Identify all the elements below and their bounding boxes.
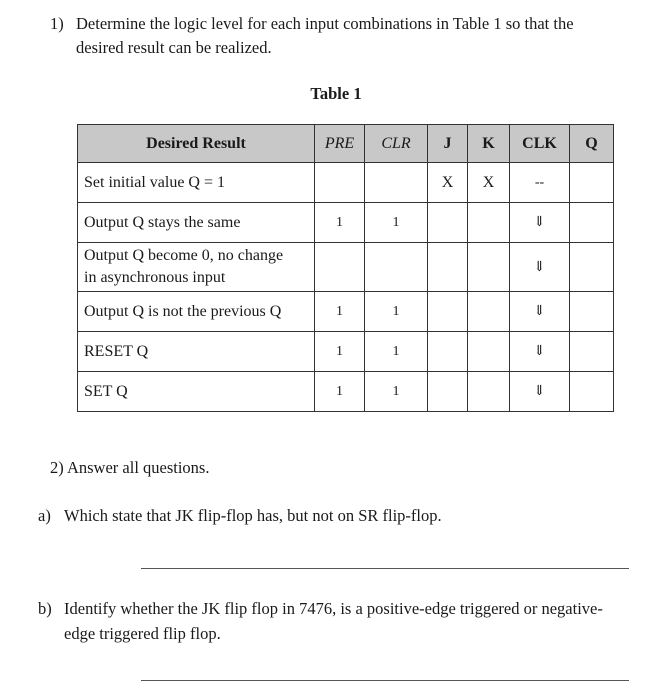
- j-cell: [428, 372, 468, 412]
- j-cell: [428, 203, 468, 243]
- question-2a: [38, 506, 442, 526]
- question-1: [50, 12, 640, 60]
- q-cell: [570, 332, 614, 372]
- clk-falling-edge-icon: ⇓: [510, 292, 570, 332]
- pre-cell: 1: [315, 332, 365, 372]
- table-row: [78, 243, 614, 292]
- result-cell: Output Q stays the same: [78, 203, 315, 243]
- question-2b-text-line2: edge triggered flip flop.: [64, 624, 221, 643]
- clk-cell: --: [510, 163, 570, 203]
- question-1-text-line2: desired result can be realized.: [76, 38, 272, 57]
- q-cell: [570, 203, 614, 243]
- q-cell: [570, 243, 614, 292]
- question-2a-text: Which state that JK flip-flop has, but not on SR flip-flop.: [64, 506, 442, 525]
- pre-cell: [315, 243, 365, 292]
- table-row: [78, 203, 614, 243]
- clk-falling-edge-icon: ⇓: [510, 372, 570, 412]
- q-cell: [570, 163, 614, 203]
- pre-cell: 1: [315, 372, 365, 412]
- question-2a-label: a): [38, 506, 51, 525]
- result-cell: RESET Q: [78, 332, 315, 372]
- header-desired-result: Desired Result: [78, 125, 315, 163]
- question-2b-label: b): [38, 599, 52, 618]
- table-row: [78, 292, 614, 332]
- j-cell: [428, 292, 468, 332]
- clr-cell: [365, 243, 428, 292]
- q-cell: [570, 372, 614, 412]
- result-line2: in asynchronous input: [84, 269, 226, 286]
- k-cell: X: [468, 163, 510, 203]
- header-pre: PRE: [315, 125, 365, 163]
- header-k: K: [468, 125, 510, 163]
- header-clk: CLK: [510, 125, 570, 163]
- pre-cell: [315, 163, 365, 203]
- answer-line-a[interactable]: [141, 568, 629, 569]
- clk-falling-edge-icon: ⇓: [510, 243, 570, 292]
- header-j: J: [428, 125, 468, 163]
- logic-table: [77, 124, 614, 412]
- k-cell: [468, 372, 510, 412]
- q-cell: [570, 292, 614, 332]
- j-cell: X: [428, 163, 468, 203]
- pre-cell: 1: [315, 203, 365, 243]
- k-cell: [468, 292, 510, 332]
- answer-line-b[interactable]: [141, 680, 629, 681]
- result-cell: SET Q: [78, 372, 315, 412]
- question-2b-text-line1: Identify whether the JK flip flop in 7476, is a positive-edge triggered or negative-: [64, 599, 603, 618]
- j-cell: [428, 243, 468, 292]
- table-row: [78, 332, 614, 372]
- result-line1: Output Q become 0, no change: [84, 247, 284, 264]
- clr-cell: 1: [365, 372, 428, 412]
- header-clr: CLR: [365, 125, 428, 163]
- k-cell: [468, 203, 510, 243]
- header-q: Q: [570, 125, 614, 163]
- pre-cell: 1: [315, 292, 365, 332]
- result-cell: Set initial value Q = 1: [78, 163, 315, 203]
- clr-cell: [365, 163, 428, 203]
- result-cell: [78, 243, 315, 292]
- table-row: [78, 163, 614, 203]
- question-2-heading: 2) Answer all questions.: [50, 458, 210, 477]
- clk-falling-edge-icon: ⇓: [510, 203, 570, 243]
- clr-cell: 1: [365, 292, 428, 332]
- table-caption: Table 1: [310, 84, 362, 103]
- table-header-row: [78, 125, 614, 163]
- question-1-number: 1): [50, 14, 64, 33]
- clr-cell: 1: [365, 203, 428, 243]
- clr-cell: 1: [365, 332, 428, 372]
- k-cell: [468, 332, 510, 372]
- j-cell: [428, 332, 468, 372]
- k-cell: [468, 243, 510, 292]
- question-2b: [38, 596, 634, 646]
- table-row: [78, 372, 614, 412]
- question-1-text-line1: Determine the logic level for each input combinations in Table 1 so that the: [76, 14, 574, 33]
- clk-falling-edge-icon: ⇓: [510, 332, 570, 372]
- result-cell: Output Q is not the previous Q: [78, 292, 315, 332]
